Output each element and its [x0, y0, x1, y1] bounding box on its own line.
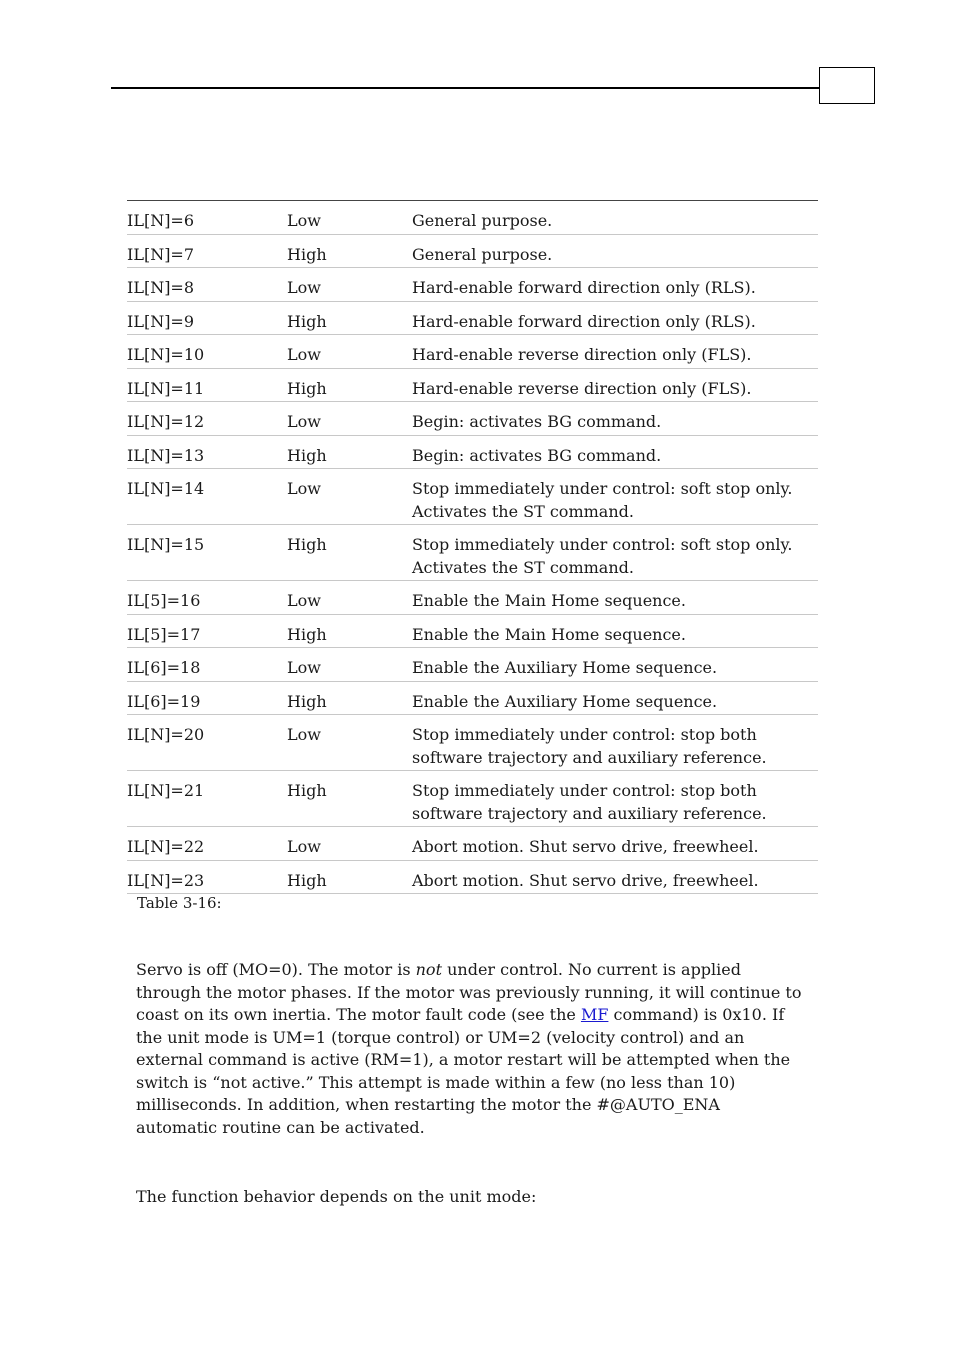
description-line: Stop immediately under control: stop both: [412, 725, 757, 744]
function-code-cell: IL[N]=12: [127, 412, 205, 431]
logic-level-cell: Low: [287, 278, 321, 297]
description-cell: [412, 534, 818, 579]
header-rule: [111, 87, 819, 89]
unit-mode-paragraph: The function behavior depends on the unit mode:: [136, 1187, 537, 1206]
function-code-cell: IL[N]=13: [127, 445, 205, 465]
description-line: Activates the ST command.: [412, 501, 634, 521]
function-code-cell: IL[N]=10: [127, 345, 205, 364]
table-row: [127, 469, 818, 525]
function-code-cell: IL[N]=21: [127, 781, 205, 800]
table-row: [127, 525, 818, 581]
description-line: Enable the Auxiliary Home sequence.: [412, 658, 718, 677]
description-line: Enable the Main Home sequence.: [412, 591, 686, 610]
table-row: [127, 436, 818, 470]
description-cell: [412, 411, 818, 434]
description-line: General purpose.: [412, 244, 553, 264]
function-code-cell: IL[5]=16: [127, 591, 201, 610]
description-line: Begin: activates BG command.: [412, 445, 662, 465]
description-cell: [412, 691, 818, 714]
description-cell: [412, 836, 818, 859]
table-row: [127, 268, 818, 302]
table-row: [127, 827, 818, 861]
logic-level-cell: High: [287, 378, 327, 398]
description-cell: [412, 445, 818, 468]
description-cell: [412, 780, 818, 825]
logic-level-cell: Low: [287, 345, 321, 364]
function-code-cell: IL[N]=20: [127, 725, 205, 744]
page-number-box: [819, 67, 875, 104]
table-row: [127, 402, 818, 436]
description-line: software trajectory and auxiliary reference.: [412, 803, 767, 823]
table-caption: Table 3-16:: [137, 894, 222, 912]
function-code-cell: IL[N]=15: [127, 535, 205, 554]
logic-level-cell: Low: [287, 658, 321, 677]
logic-level-cell: Low: [287, 591, 321, 610]
description-cell: [412, 277, 818, 300]
description-line: Hard-enable reverse direction only (FLS).: [412, 378, 752, 398]
description-line: software trajectory and auxiliary reference.: [412, 747, 767, 767]
table-row: [127, 302, 818, 336]
table-row: [127, 715, 818, 771]
servo-off-paragraph: [136, 959, 806, 1139]
table-row: [127, 615, 818, 649]
logic-level-cell: Low: [287, 725, 321, 744]
logic-level-cell: High: [287, 311, 327, 331]
table-row: [127, 369, 818, 403]
table-row: [127, 201, 818, 235]
function-code-cell: IL[6]=19: [127, 691, 201, 711]
description-line: Abort motion. Shut servo drive, freewheel.: [412, 837, 759, 856]
description-line: Activates the ST command.: [412, 557, 634, 577]
description-cell: [412, 624, 818, 647]
logic-level-cell: Low: [287, 837, 321, 856]
function-code-cell: IL[5]=17: [127, 624, 201, 644]
table-row: [127, 235, 818, 269]
description-cell: [412, 344, 818, 367]
function-table: [127, 200, 818, 894]
table-row: [127, 335, 818, 369]
description-cell: [412, 378, 818, 401]
logic-level-cell: High: [287, 781, 327, 800]
logic-level-cell: High: [287, 244, 327, 264]
logic-level-cell: High: [287, 445, 327, 465]
description-line: Enable the Auxiliary Home sequence.: [412, 691, 718, 711]
function-code-cell: IL[N]=7: [127, 244, 195, 264]
table-row: [127, 682, 818, 716]
logic-level-cell: High: [287, 535, 327, 554]
description-cell: [412, 244, 818, 267]
para-text-c: command) is 0x10. If the unit mode is UM=1 (torque control) or UM=2 (velocity control) and an external command is active (RM=1), a motor restart will be attempted when the switch is “not active.” This attempt is made within a few (no less than 10) milliseconds. In addition, when restarting the motor the #@AUTO_ENA automatic routine can be activated.: [136, 1005, 791, 1137]
para-text-a: Servo is off (MO=0). The motor is: [136, 960, 416, 979]
description-cell: [412, 210, 818, 233]
logic-level-cell: Low: [287, 211, 321, 230]
description-cell: [412, 870, 818, 893]
description-line: Stop immediately under control: soft stop only.: [412, 535, 793, 554]
function-code-cell: IL[N]=6: [127, 211, 195, 230]
description-line: Abort motion. Shut servo drive, freewheel.: [412, 870, 759, 890]
description-cell: [412, 657, 818, 680]
description-line: Hard-enable forward direction only (RLS).: [412, 278, 756, 297]
para-emphasis: not: [415, 960, 442, 979]
table-row: [127, 581, 818, 615]
function-code-cell: IL[N]=14: [127, 479, 205, 498]
mf-command-link[interactable]: MF: [580, 1005, 609, 1024]
description-line: Stop immediately under control: stop both: [412, 781, 757, 800]
para-text-b: under control. No current is applied through the motor phases. If the motor was previously running, it will continue to coast on its own inertia. The motor fault code (see the: [136, 960, 802, 1024]
table-row: [127, 648, 818, 682]
function-code-cell: IL[N]=8: [127, 278, 195, 297]
table-row: [127, 861, 818, 895]
function-code-cell: IL[N]=23: [127, 870, 205, 890]
description-line: Enable the Main Home sequence.: [412, 624, 686, 644]
description-cell: [412, 724, 818, 769]
logic-level-cell: High: [287, 870, 327, 890]
description-cell: [412, 478, 818, 523]
logic-level-cell: High: [287, 624, 327, 644]
description-line: General purpose.: [412, 211, 553, 230]
table-row: [127, 771, 818, 827]
description-line: Stop immediately under control: soft stop only.: [412, 479, 793, 498]
function-code-cell: IL[N]=11: [127, 378, 205, 398]
logic-level-cell: Low: [287, 412, 321, 431]
description-line: Begin: activates BG command.: [412, 412, 662, 431]
description-cell: [412, 311, 818, 334]
function-code-cell: IL[N]=22: [127, 837, 205, 856]
logic-level-cell: Low: [287, 479, 321, 498]
description-line: Hard-enable reverse direction only (FLS).: [412, 345, 752, 364]
function-code-cell: IL[N]=9: [127, 311, 195, 331]
description-line: Hard-enable forward direction only (RLS).: [412, 311, 756, 331]
function-code-cell: IL[6]=18: [127, 658, 201, 677]
description-cell: [412, 590, 818, 613]
logic-level-cell: High: [287, 691, 327, 711]
